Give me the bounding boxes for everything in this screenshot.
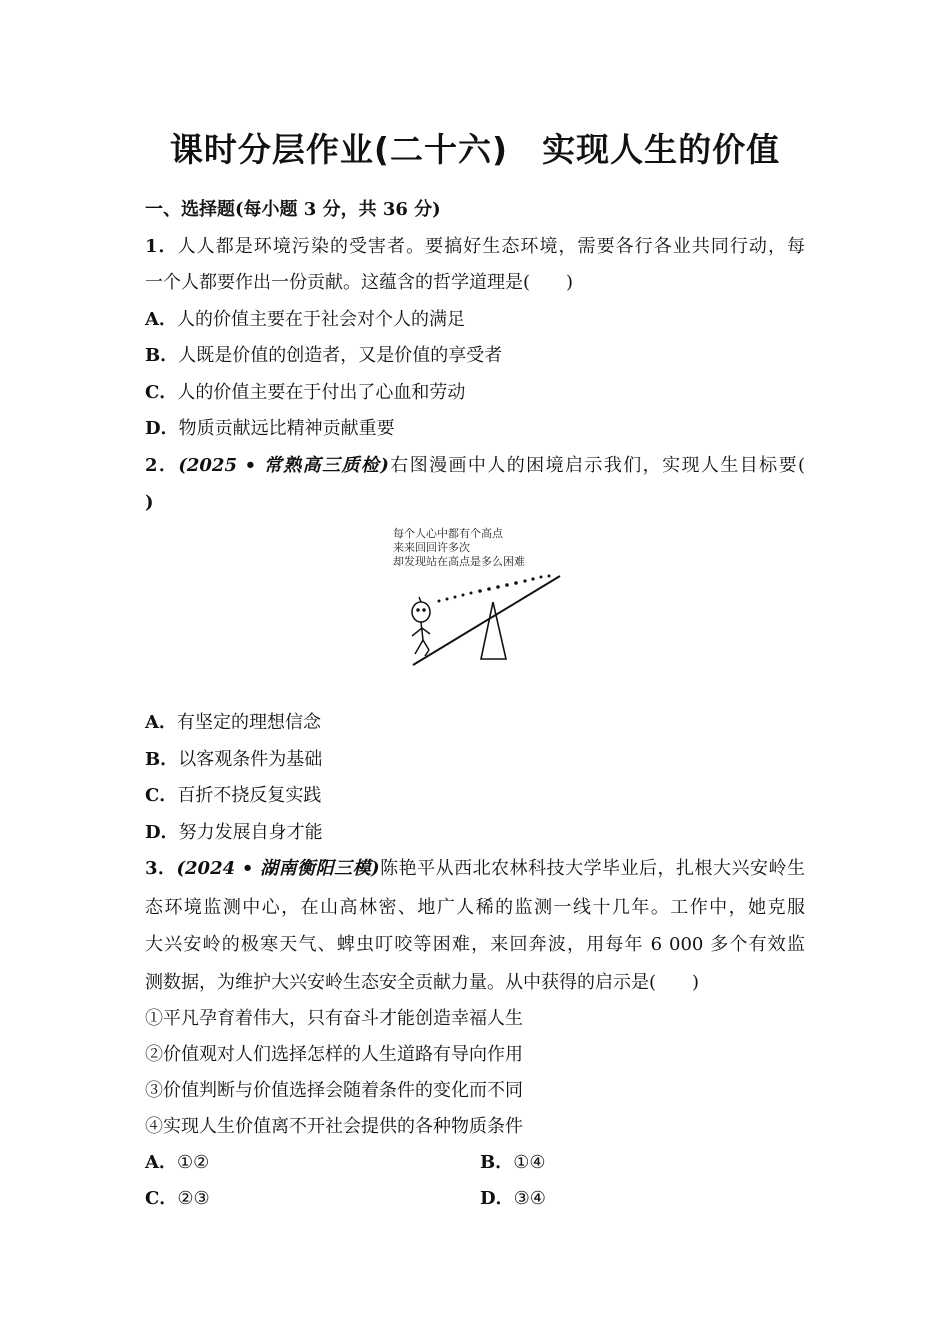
q2-option-a-text: 有坚定的理想信念 xyxy=(176,712,321,733)
q3-stem-text-1: 陈艳平从西北农林科技大学毕业后，扎根大兴安岭生 xyxy=(379,858,805,879)
q3-stem-line-4: 测数据，为维护大兴安岭生态安全贡献力量。从中获得的启示是( ) xyxy=(145,972,700,993)
section-heading-label: 一、选择题 xyxy=(145,199,235,220)
q3-option-a-text: ①② xyxy=(176,1152,210,1173)
q1-stem-line-1 xyxy=(145,234,805,260)
section-heading-note: (每小题 3 分，共 36 分) xyxy=(235,199,441,220)
q3-option-a xyxy=(145,1150,209,1176)
q2-stem-line-2: ) xyxy=(145,492,154,513)
q2-option-c-label: C． xyxy=(145,785,178,806)
q3-option-d-text: ③④ xyxy=(513,1188,546,1209)
q1-option-d xyxy=(145,416,395,442)
q3-source: (2024 • 湖南衡阳三模) xyxy=(176,858,380,879)
q3-option-c-text: ②③ xyxy=(177,1188,210,1209)
q2-option-d-label: D． xyxy=(145,822,179,843)
q3-number: 3． xyxy=(145,858,177,879)
q2-option-a-label: A． xyxy=(145,712,177,733)
q3-option-b-text: ①④ xyxy=(513,1152,546,1173)
q1-stem-text-1: 人人都是环境污染的受害者。要搞好生态环境，需要各行各业共同行动，每 xyxy=(177,236,806,257)
seesaw-cartoon xyxy=(385,522,575,672)
q2-number: 2． xyxy=(145,455,179,476)
q2-option-b-label: B． xyxy=(145,749,179,770)
q1-option-d-label: D． xyxy=(145,418,179,439)
q1-option-a-text: 人的价值主要在于社会对个人的满足 xyxy=(176,309,465,330)
section-heading xyxy=(145,197,441,223)
q1-option-c xyxy=(145,380,465,406)
q2-stem-text-1: 右图漫画中人的困境启示我们，实现人生目标要( xyxy=(388,455,805,476)
page-title: 课时分层作业(二十六) 实现人生的价值 xyxy=(169,130,781,169)
q1-stem-line-2: 一个人都要作出一份贡献。这蕴含的哲学道理是( ) xyxy=(145,272,574,293)
q2-option-b-text: 以客观条件为基础 xyxy=(178,749,323,770)
q2-option-c xyxy=(145,783,321,809)
q2-source: (2025 • 常熟高三质检) xyxy=(178,455,389,476)
figure-caption-line-1: 每个人心中都有个高点 xyxy=(393,527,503,540)
q3-statement-3: ③价值判断与价值选择会随着条件的变化而不同 xyxy=(145,1080,523,1101)
thought-dots xyxy=(438,575,551,603)
q3-stem-line-2: 态环境监测中心，在山高林密、地广人稀的监测一线十几年。工作中，她克服 xyxy=(145,897,805,918)
q1-option-a-label: A． xyxy=(145,309,177,330)
q1-option-b-label: B． xyxy=(145,345,179,366)
q2-option-a xyxy=(145,710,321,736)
q1-number: 1． xyxy=(145,236,178,257)
q2-option-b xyxy=(145,747,322,773)
q2-option-d-text: 努力发展自身才能 xyxy=(178,822,323,843)
stick-figure xyxy=(412,597,430,656)
q3-statement-1: ①平凡孕育着伟大，只有奋斗才能创造幸福人生 xyxy=(145,1008,523,1029)
q3-option-d xyxy=(480,1186,546,1212)
q1-option-b-text: 人既是价值的创造者，又是价值的享受者 xyxy=(178,345,503,366)
q3-option-c xyxy=(145,1186,210,1212)
q3-stem-line-3: 大兴安岭的极寒天气、蜱虫叮咬等困难，来回奔波，用每年 6 000 多个有效监 xyxy=(145,934,805,955)
q2-option-d xyxy=(145,820,323,846)
q3-statement-2: ②价值观对人们选择怎样的人生道路有导向作用 xyxy=(145,1044,523,1065)
q1-option-c-label: C． xyxy=(145,382,178,403)
q3-option-a-label: A． xyxy=(145,1152,177,1173)
q3-stem-line-1 xyxy=(145,856,805,882)
q1-option-a xyxy=(145,307,465,333)
q1-option-c-text: 人的价值主要在于付出了心血和劳动 xyxy=(177,382,466,403)
q3-option-c-label: C． xyxy=(145,1188,178,1209)
q3-option-b-label: B． xyxy=(480,1152,514,1173)
figure-caption-line-3: 却发现站在高点是多么困难 xyxy=(393,555,525,568)
q3-option-d-label: D． xyxy=(480,1188,514,1209)
q3-option-b xyxy=(480,1150,546,1176)
seesaw-plank xyxy=(413,576,560,665)
q1-option-b xyxy=(145,343,502,369)
q2-option-c-text: 百折不挠反复实践 xyxy=(177,785,322,806)
figure-caption-line-2: 来来回回许多次 xyxy=(393,541,470,554)
q1-option-d-text: 物质贡献远比精神贡献重要 xyxy=(178,418,395,439)
q3-statement-4: ④实现人生价值离不开社会提供的各种物质条件 xyxy=(145,1116,523,1137)
q2-stem-line-1 xyxy=(145,453,805,479)
